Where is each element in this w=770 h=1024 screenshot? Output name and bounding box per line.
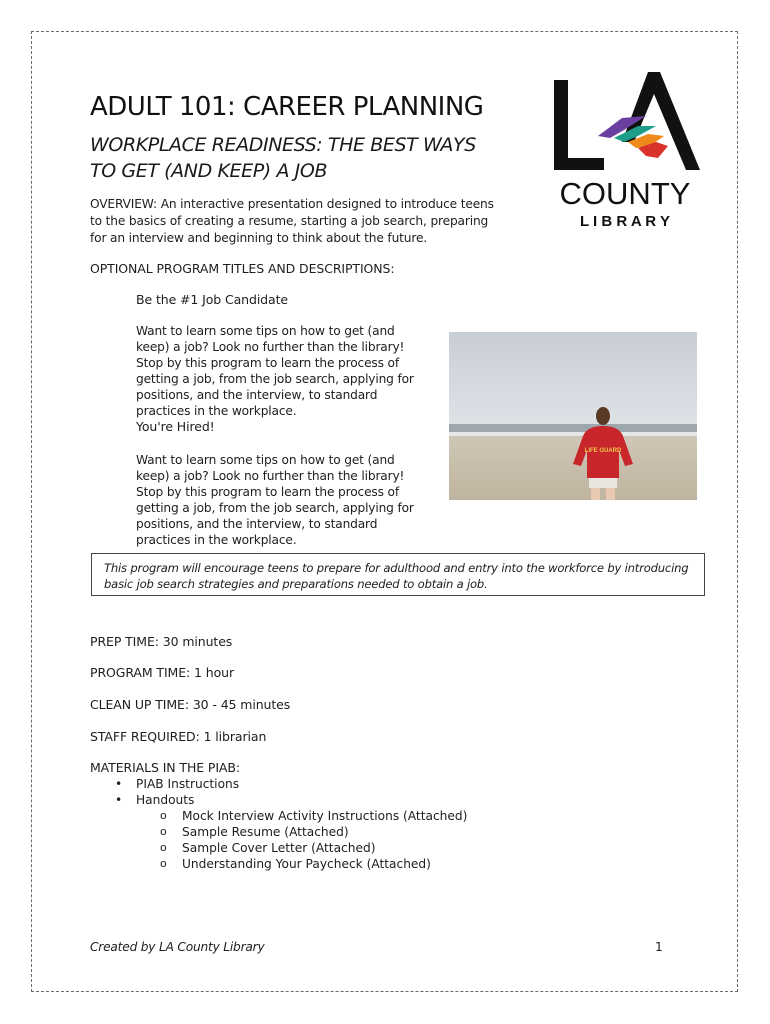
page-number: 1: [655, 940, 663, 954]
program-summary-callout: This program will encourage teens to prepare for adulthood and entry into the workforce by introducing basic job search strategies and preparations needed to obtain a job.: [91, 553, 705, 596]
program-description-1: Want to learn some tips on how to get (and keep) a job? Look no further than the library! Stop by this program to learn the process of getting a job, from the job search, applying for positions, and the interview, to standard practices in the workplace.: [136, 324, 414, 418]
materials-item-instructions: PIAB Instructions: [136, 777, 240, 791]
program-time-value: 1 hour: [194, 665, 234, 680]
list-item: [136, 824, 467, 840]
beach-photo: [449, 332, 697, 500]
list-item: [90, 776, 467, 792]
subtitle-line-1: WORKPLACE READINESS: THE BEST WAYS: [90, 134, 476, 156]
handout-item: Sample Cover Letter (Attached): [182, 841, 376, 855]
overview-label: OVERVIEW:: [90, 197, 157, 211]
staff-required: [90, 729, 266, 744]
cleanup-time-value: 30 - 45 minutes: [192, 697, 291, 712]
handout-item: Sample Resume (Attached): [182, 825, 349, 839]
logo-library-text: L I B R A R Y: [579, 213, 671, 230]
sub-bullet-icon: o: [160, 809, 167, 822]
page-title: ADULT 101: CAREER PLANNING: [90, 92, 484, 122]
prep-time: [90, 634, 232, 649]
program-title-1: Be the #1 Job Candidate: [136, 292, 288, 307]
photo-person-on-beach-icon: [449, 332, 697, 500]
page-subtitle: [90, 132, 510, 184]
handout-item: Understanding Your Paycheck (Attached): [182, 857, 431, 871]
logo-county-text: COUNTY: [559, 176, 691, 211]
prep-time-value: 30 minutes: [162, 634, 233, 649]
list-item: [136, 856, 467, 872]
handout-item: Mock Interview Activity Instructions (Attached): [182, 809, 468, 823]
logo-mark-icon: [548, 72, 702, 232]
materials-heading: MATERIALS IN THE PIAB:: [90, 760, 240, 775]
overview-text: An interactive presentation designed to introduce teens to the basics of creating a resume, starting a job search, preparing for an interview and beginning to think about the future.: [90, 197, 494, 245]
cleanup-time-label: CLEAN UP TIME:: [90, 697, 189, 712]
footer-credit: Created by LA County Library: [90, 940, 265, 954]
materials-item-handouts: Handouts: [136, 793, 195, 807]
list-item: [136, 808, 467, 824]
sub-bullet-icon: o: [160, 825, 167, 838]
bullet-icon: •: [115, 777, 123, 791]
sub-bullet-icon: o: [160, 857, 167, 870]
overview-paragraph: [90, 196, 500, 247]
prep-time-label: PREP TIME:: [90, 634, 159, 649]
materials-list: [90, 776, 467, 872]
program-time-label: PROGRAM TIME:: [90, 665, 191, 680]
program-description-2: Want to learn some tips on how to get (and keep) a job? Look no further than the library! Stop by this program to learn the process of getting a job, from the job search, applying for positions, and the interview, to standard practices in the workplace.: [136, 453, 414, 547]
la-county-library-logo: [548, 72, 702, 232]
bullet-icon: •: [115, 793, 123, 807]
program-title-2: You're Hired!: [136, 419, 215, 434]
program-time: [90, 665, 234, 680]
program-titles-heading: OPTIONAL PROGRAM TITLES AND DESCRIPTIONS:: [90, 261, 395, 276]
list-item: [90, 792, 467, 872]
staff-required-value: 1 librarian: [203, 729, 267, 744]
cleanup-time: [90, 697, 290, 712]
sub-bullet-icon: o: [160, 841, 167, 854]
sweatshirt-text: LIFE GUARD: [584, 448, 622, 454]
list-item: [136, 840, 467, 856]
subtitle-line-2: TO GET (AND KEEP) A JOB: [90, 160, 328, 182]
handouts-sublist: [136, 808, 467, 872]
staff-required-label: STAFF REQUIRED:: [90, 729, 200, 744]
